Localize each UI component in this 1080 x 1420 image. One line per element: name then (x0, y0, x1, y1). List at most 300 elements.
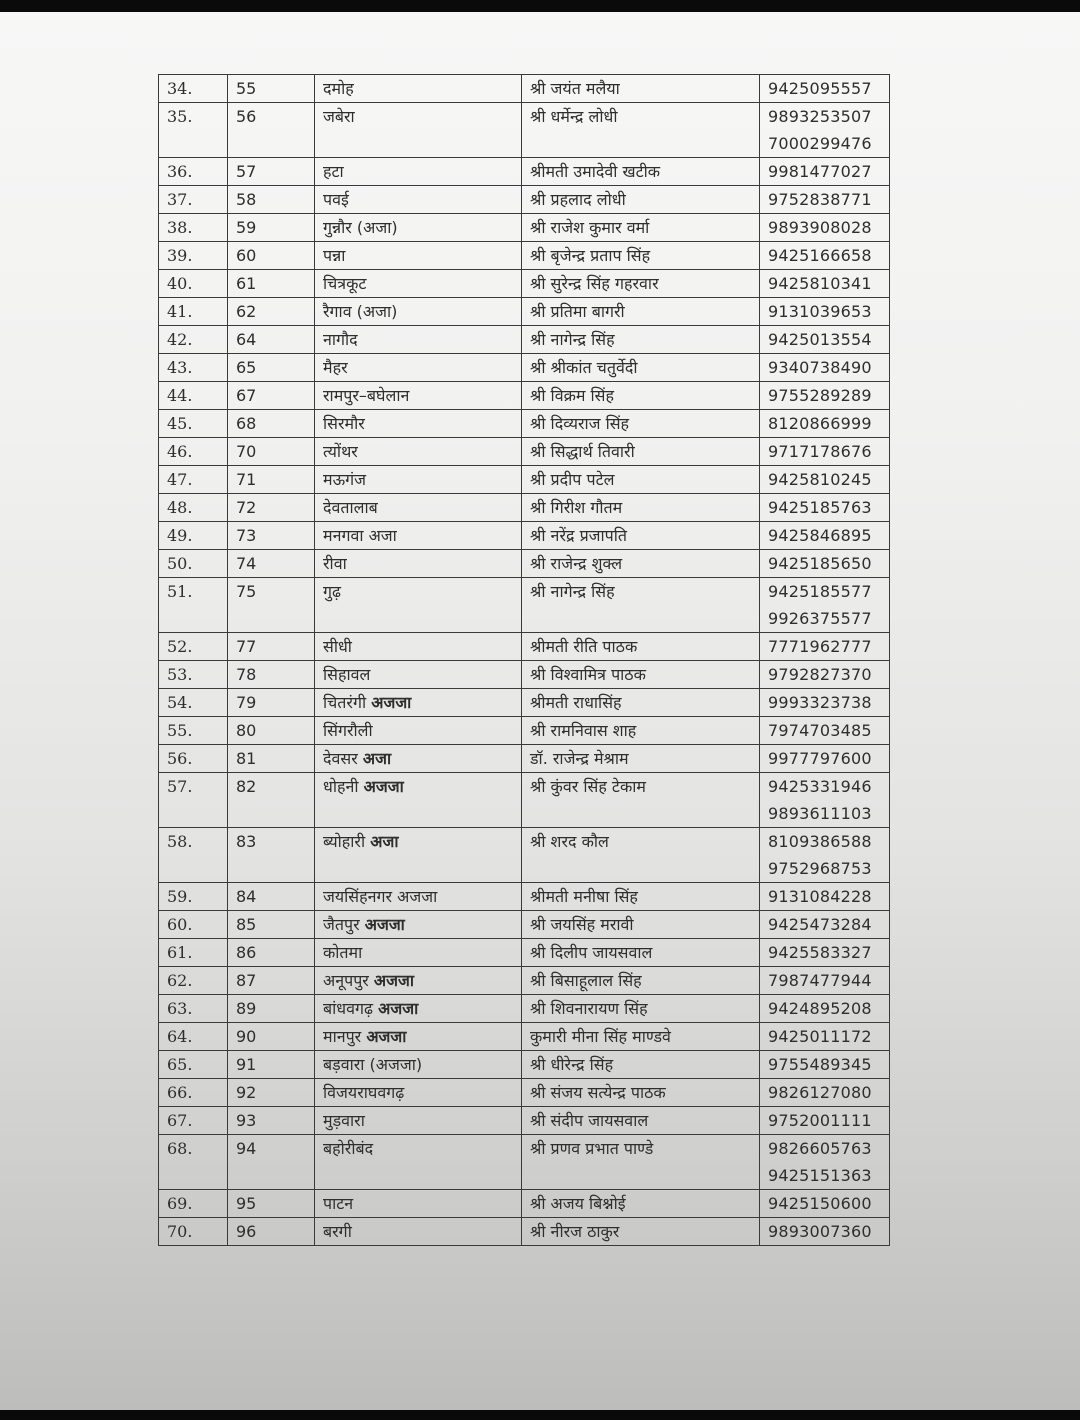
phone-number: 8109386588 (768, 832, 872, 851)
table-row (159, 745, 890, 773)
constituency-cell (315, 578, 522, 633)
constituency-number-cell: 93 (228, 1107, 315, 1135)
phone-number: 9425185763 (768, 498, 872, 517)
phone-number: 9993323738 (768, 693, 872, 712)
phone-number: 7987477944 (768, 971, 872, 990)
table-row (159, 578, 890, 633)
phone-cell (760, 1079, 890, 1107)
candidate-name-cell: श्री नागेन्द्र सिंह (522, 578, 760, 633)
serial-number-cell: 36. (159, 158, 228, 186)
constituency-number-cell: 68 (228, 410, 315, 438)
table-row (159, 995, 890, 1023)
phone-number: 9425810245 (768, 470, 872, 489)
constituency-cell (315, 103, 522, 158)
table-row (159, 967, 890, 995)
constituency-cell (315, 939, 522, 967)
candidate-name-cell: श्री सिद्धार्थ तिवारी (522, 438, 760, 466)
phone-number: 7974703485 (768, 721, 872, 740)
candidate-name-cell: श्री शरद कौल (522, 828, 760, 883)
reserved-category-tag: अजा (370, 832, 399, 851)
constituency-cell (315, 717, 522, 745)
phone-number: 9425150600 (768, 1194, 872, 1213)
constituency-cell (315, 242, 522, 270)
phone-cell (760, 995, 890, 1023)
candidate-name-cell: श्री राजेन्द्र शुक्ल (522, 550, 760, 578)
constituency-number-cell: 90 (228, 1023, 315, 1051)
candidate-name-cell: श्री गिरीश गौतम (522, 494, 760, 522)
serial-number-cell: 49. (159, 522, 228, 550)
serial-number-cell: 58. (159, 828, 228, 883)
constituency-number-cell: 73 (228, 522, 315, 550)
constituency-name: सिंगरौली (323, 721, 373, 740)
constituency-number-cell: 86 (228, 939, 315, 967)
serial-number-cell: 67. (159, 1107, 228, 1135)
candidate-name-cell: श्री बिसाहूलाल सिंह (522, 967, 760, 995)
phone-number: 9893908028 (768, 218, 872, 237)
table-row (159, 1051, 890, 1079)
candidate-name-cell: श्री अजय बिश्नोई (522, 1190, 760, 1218)
constituency-number-cell: 71 (228, 466, 315, 494)
phone-cell (760, 382, 890, 410)
reserved-category-tag: अजजा (371, 693, 412, 712)
bottom-black-bar (0, 1410, 1080, 1420)
candidate-name-cell: श्रीमती उमादेवी खटीक (522, 158, 760, 186)
candidate-name-cell: श्री राजेश कुमार वर्मा (522, 214, 760, 242)
constituency-number-cell: 60 (228, 242, 315, 270)
candidate-name-cell: श्री जयसिंह मरावी (522, 911, 760, 939)
constituency-number-cell: 94 (228, 1135, 315, 1190)
table-row (159, 354, 890, 382)
constituency-cell (315, 883, 522, 911)
serial-number-cell: 50. (159, 550, 228, 578)
candidate-name-cell: श्री सुरेन्द्र सिंह गहरवार (522, 270, 760, 298)
candidate-table (158, 74, 890, 1246)
reserved-category-tag: अजा (362, 749, 392, 768)
table-row (159, 242, 890, 270)
serial-number-cell: 37. (159, 186, 228, 214)
serial-number-cell: 45. (159, 410, 228, 438)
phone-number: 9792827370 (768, 665, 872, 684)
serial-number-cell: 39. (159, 242, 228, 270)
constituency-name: गुढ़ (323, 582, 342, 601)
phone-number: 9752968753 (768, 859, 872, 878)
phone-number: 9425331946 (768, 777, 872, 796)
constituency-name: विजयराघवगढ़ (323, 1083, 405, 1102)
constituency-cell (315, 186, 522, 214)
constituency-name: चित्रकूट (323, 274, 367, 293)
constituency-name: मुड़वारा (323, 1111, 365, 1130)
candidate-name-cell: श्री संदीप जायसवाल (522, 1107, 760, 1135)
phone-cell (760, 326, 890, 354)
constituency-number-cell: 87 (228, 967, 315, 995)
serial-number-cell: 59. (159, 883, 228, 911)
phone-number: 9752838771 (768, 190, 872, 209)
constituency-number-cell: 64 (228, 326, 315, 354)
table-row (159, 911, 890, 939)
constituency-name: जबेरा (323, 107, 355, 126)
phone-cell (760, 270, 890, 298)
phone-number: 9425095557 (768, 79, 872, 98)
table-row (159, 717, 890, 745)
constituency-number-cell: 67 (228, 382, 315, 410)
constituency-number-cell: 58 (228, 186, 315, 214)
table-row (159, 828, 890, 883)
table-row (159, 158, 890, 186)
constituency-number-cell: 56 (228, 103, 315, 158)
table-row (159, 773, 890, 828)
table-row (159, 494, 890, 522)
phone-cell (760, 689, 890, 717)
serial-number-cell: 70. (159, 1218, 228, 1246)
phone-number: 9425013554 (768, 330, 872, 349)
constituency-cell (315, 214, 522, 242)
serial-number-cell: 43. (159, 354, 228, 382)
serial-number-cell: 65. (159, 1051, 228, 1079)
serial-number-cell: 40. (159, 270, 228, 298)
constituency-cell (315, 661, 522, 689)
constituency-name: ब्योहारी (323, 832, 366, 851)
serial-number-cell: 55. (159, 717, 228, 745)
table-row (159, 410, 890, 438)
phone-number: 9926375577 (768, 609, 872, 628)
phone-number: 9893007360 (768, 1222, 872, 1241)
constituency-name: कोतमा (323, 943, 363, 962)
constituency-name: बांधवगढ़ (323, 999, 374, 1018)
table-body (159, 75, 890, 1246)
constituency-number-cell: 82 (228, 773, 315, 828)
phone-cell (760, 1190, 890, 1218)
table-row (159, 75, 890, 103)
constituency-number-cell: 59 (228, 214, 315, 242)
serial-number-cell: 44. (159, 382, 228, 410)
reserved-category-tag: अजजा (378, 999, 419, 1018)
phone-cell (760, 438, 890, 466)
table-row (159, 298, 890, 326)
constituency-name: चितरंगी (323, 693, 367, 712)
constituency-name: मैहर (323, 358, 348, 377)
constituency-cell (315, 1135, 522, 1190)
serial-number-cell: 53. (159, 661, 228, 689)
constituency-cell (315, 828, 522, 883)
serial-number-cell: 46. (159, 438, 228, 466)
phone-cell (760, 939, 890, 967)
constituency-name: नागौद (323, 330, 358, 349)
constituency-name: त्योंथर (323, 442, 358, 461)
phone-cell (760, 1107, 890, 1135)
serial-number-cell: 66. (159, 1079, 228, 1107)
phone-number: 9425151363 (768, 1166, 872, 1185)
constituency-number-cell: 84 (228, 883, 315, 911)
phone-cell (760, 633, 890, 661)
table-row (159, 186, 890, 214)
constituency-number-cell: 61 (228, 270, 315, 298)
constituency-cell (315, 1218, 522, 1246)
constituency-number-cell: 77 (228, 633, 315, 661)
phone-cell (760, 578, 890, 633)
table-row (159, 522, 890, 550)
phone-number: 9752001111 (768, 1111, 872, 1130)
constituency-cell (315, 326, 522, 354)
constituency-name: धोहनी (323, 777, 359, 796)
serial-number-cell: 48. (159, 494, 228, 522)
phone-number: 9131084228 (768, 887, 872, 906)
serial-number-cell: 63. (159, 995, 228, 1023)
constituency-number-cell: 85 (228, 911, 315, 939)
serial-number-cell: 62. (159, 967, 228, 995)
phone-cell (760, 773, 890, 828)
constituency-cell (315, 773, 522, 828)
constituency-cell (315, 1051, 522, 1079)
serial-number-cell: 56. (159, 745, 228, 773)
phone-cell (760, 103, 890, 158)
constituency-cell (315, 494, 522, 522)
candidate-name-cell: श्री दिव्यराज सिंह (522, 410, 760, 438)
constituency-number-cell: 75 (228, 578, 315, 633)
phone-cell (760, 466, 890, 494)
candidate-name-cell: श्री संजय सत्येन्द्र पाठक (522, 1079, 760, 1107)
table-row (159, 1079, 890, 1107)
phone-number: 9425810341 (768, 274, 872, 293)
phone-cell (760, 158, 890, 186)
table-row (159, 1218, 890, 1246)
constituency-number-cell: 79 (228, 689, 315, 717)
table-row (159, 438, 890, 466)
constituency-name: जैतपुर (323, 915, 360, 934)
constituency-number-cell: 89 (228, 995, 315, 1023)
constituency-cell (315, 1190, 522, 1218)
phone-number: 9893611103 (768, 804, 872, 823)
candidate-name-cell: डॉ. राजेन्द्र मेश्राम (522, 745, 760, 773)
serial-number-cell: 69. (159, 1190, 228, 1218)
phone-cell (760, 1218, 890, 1246)
phone-cell (760, 186, 890, 214)
candidate-name-cell: श्री नीरज ठाकुर (522, 1218, 760, 1246)
phone-number: 9981477027 (768, 162, 872, 181)
serial-number-cell: 54. (159, 689, 228, 717)
phone-cell (760, 298, 890, 326)
phone-number: 9425473284 (768, 915, 872, 934)
constituency-name: सिरमौर (323, 414, 365, 433)
phone-cell (760, 717, 890, 745)
table-row (159, 270, 890, 298)
reserved-category-tag: अजजा (363, 777, 404, 796)
candidate-name-cell: श्रीमती मनीषा सिंह (522, 883, 760, 911)
constituency-cell (315, 410, 522, 438)
constituency-cell (315, 995, 522, 1023)
phone-cell (760, 214, 890, 242)
table-row (159, 633, 890, 661)
phone-cell (760, 1135, 890, 1190)
constituency-number-cell: 62 (228, 298, 315, 326)
table-row (159, 1190, 890, 1218)
phone-number: 9131039653 (768, 302, 872, 321)
phone-number: 9425185577 (768, 582, 872, 601)
constituency-name: देवसर (323, 749, 358, 768)
serial-number-cell: 61. (159, 939, 228, 967)
constituency-name: पाटन (323, 1194, 354, 1213)
constituency-name: दमोह (323, 79, 354, 98)
serial-number-cell: 68. (159, 1135, 228, 1190)
constituency-name: रीवा (323, 554, 347, 573)
constituency-name: गुन्नौर (अजा) (323, 218, 398, 237)
constituency-number-cell: 72 (228, 494, 315, 522)
phone-cell (760, 494, 890, 522)
candidate-name-cell: श्री जयंत मलैया (522, 75, 760, 103)
reserved-category-tag: अजजा (366, 1027, 407, 1046)
phone-number: 7771962777 (768, 637, 872, 656)
phone-cell (760, 883, 890, 911)
phone-number: 8120866999 (768, 414, 872, 433)
phone-cell (760, 550, 890, 578)
constituency-cell (315, 270, 522, 298)
candidate-name-cell: श्री कुंवर सिंह टेकाम (522, 773, 760, 828)
constituency-name: पवई (323, 190, 349, 209)
serial-number-cell: 34. (159, 75, 228, 103)
constituency-cell (315, 438, 522, 466)
constituency-name: मनगवा अजा (323, 526, 397, 545)
phone-cell (760, 745, 890, 773)
constituency-number-cell: 65 (228, 354, 315, 382)
serial-number-cell: 57. (159, 773, 228, 828)
table-row (159, 661, 890, 689)
constituency-cell (315, 522, 522, 550)
table-row (159, 466, 890, 494)
constituency-name: जयसिंहनगर अजजा (323, 887, 438, 906)
constituency-cell (315, 633, 522, 661)
table-row (159, 103, 890, 158)
constituency-name: बहोरीबंद (323, 1139, 374, 1158)
phone-cell (760, 1023, 890, 1051)
serial-number-cell: 38. (159, 214, 228, 242)
candidate-name-cell: श्री प्रतिमा बागरी (522, 298, 760, 326)
phone-number: 9893253507 (768, 107, 872, 126)
table-row (159, 1135, 890, 1190)
table-row (159, 214, 890, 242)
constituency-number-cell: 81 (228, 745, 315, 773)
phone-cell (760, 661, 890, 689)
constituency-name: हटा (323, 162, 344, 181)
candidate-name-cell: श्रीमती रीति पाठक (522, 633, 760, 661)
phone-number: 9340738490 (768, 358, 872, 377)
candidate-name-cell: श्री रामनिवास शाह (522, 717, 760, 745)
constituency-cell (315, 382, 522, 410)
serial-number-cell: 52. (159, 633, 228, 661)
reserved-category-tag: अजजा (364, 915, 405, 934)
phone-number: 9425185650 (768, 554, 872, 573)
phone-cell (760, 75, 890, 103)
constituency-name: मऊगंज (323, 470, 367, 489)
constituency-cell (315, 1023, 522, 1051)
phone-number: 9977797600 (768, 749, 872, 768)
constituency-cell (315, 967, 522, 995)
constituency-name: रैगाव (अजा) (323, 302, 398, 321)
constituency-number-cell: 92 (228, 1079, 315, 1107)
candidate-name-cell: श्री नागेन्द्र सिंह (522, 326, 760, 354)
constituency-number-cell: 55 (228, 75, 315, 103)
candidate-name-cell: श्री शिवनारायण सिंह (522, 995, 760, 1023)
phone-cell (760, 354, 890, 382)
constituency-cell (315, 354, 522, 382)
serial-number-cell: 64. (159, 1023, 228, 1051)
constituency-name: अनूपपुर (323, 971, 369, 990)
table-row (159, 1107, 890, 1135)
serial-number-cell: 51. (159, 578, 228, 633)
constituency-name: रामपुर–बघेलान (323, 386, 410, 405)
candidate-name-cell: श्रीमती राधासिंह (522, 689, 760, 717)
reserved-category-tag: अजजा (373, 971, 415, 990)
serial-number-cell: 47. (159, 466, 228, 494)
table-row (159, 326, 890, 354)
constituency-name: बड़वारा (अजजा) (323, 1055, 423, 1074)
constituency-number-cell: 96 (228, 1218, 315, 1246)
constituency-cell (315, 298, 522, 326)
phone-cell (760, 967, 890, 995)
phone-number: 9826127080 (768, 1083, 872, 1102)
constituency-number-cell: 74 (228, 550, 315, 578)
phone-number: 9424895208 (768, 999, 872, 1018)
constituency-cell (315, 911, 522, 939)
constituency-number-cell: 78 (228, 661, 315, 689)
phone-number: 9826605763 (768, 1139, 872, 1158)
phone-number: 9425011172 (768, 1027, 872, 1046)
candidate-name-cell: श्री प्रहलाद लोधी (522, 186, 760, 214)
candidate-name-cell: श्री बृजेन्द्र प्रताप सिंह (522, 242, 760, 270)
top-black-bar (0, 0, 1080, 12)
candidate-name-cell: श्री नरेंद्र प्रजापति (522, 522, 760, 550)
candidate-name-cell: कुमारी मीना सिंह माण्डवे (522, 1023, 760, 1051)
candidate-name-cell: श्री धर्मेन्द्र लोधी (522, 103, 760, 158)
phone-number: 9755489345 (768, 1055, 872, 1074)
candidate-name-cell: श्री प्रणव प्रभात पाण्डे (522, 1135, 760, 1190)
table-row (159, 550, 890, 578)
phone-number: 7000299476 (768, 134, 872, 153)
constituency-name: पन्ना (323, 246, 346, 265)
phone-cell (760, 242, 890, 270)
table-row (159, 883, 890, 911)
constituency-name: बरगी (323, 1222, 352, 1241)
serial-number-cell: 35. (159, 103, 228, 158)
constituency-name: देवतालाब (323, 498, 378, 517)
phone-number: 9425583327 (768, 943, 872, 962)
phone-number: 9425846895 (768, 526, 872, 545)
constituency-cell (315, 1107, 522, 1135)
candidate-name-cell: श्री विक्रम सिंह (522, 382, 760, 410)
table-row (159, 939, 890, 967)
phone-number: 9755289289 (768, 386, 872, 405)
constituency-name: सिहावल (323, 665, 371, 684)
candidate-name-cell: श्री विश्वामित्र पाठक (522, 661, 760, 689)
table-row (159, 382, 890, 410)
constituency-cell (315, 1079, 522, 1107)
constituency-name: सीधी (323, 637, 352, 656)
serial-number-cell: 41. (159, 298, 228, 326)
candidate-name-cell: श्री दिलीप जायसवाल (522, 939, 760, 967)
constituency-cell (315, 158, 522, 186)
constituency-cell (315, 75, 522, 103)
constituency-number-cell: 70 (228, 438, 315, 466)
constituency-cell (315, 745, 522, 773)
constituency-cell (315, 689, 522, 717)
phone-number: 9717178676 (768, 442, 872, 461)
phone-cell (760, 522, 890, 550)
candidate-name-cell: श्री धीरेन्द्र सिंह (522, 1051, 760, 1079)
phone-cell (760, 911, 890, 939)
constituency-number-cell: 95 (228, 1190, 315, 1218)
phone-cell (760, 828, 890, 883)
constituency-name: मानपुर (323, 1027, 362, 1046)
constituency-cell (315, 550, 522, 578)
serial-number-cell: 42. (159, 326, 228, 354)
